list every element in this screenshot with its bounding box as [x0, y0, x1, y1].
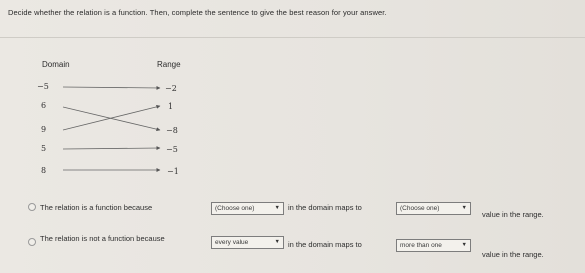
- chevron-down-icon: ▼: [461, 205, 467, 211]
- domain-label: Domain: [42, 60, 70, 69]
- arrow-line: [63, 87, 160, 88]
- chevron-down-icon: ▼: [461, 242, 467, 248]
- range-value: −8: [166, 126, 178, 135]
- range-value: −5: [166, 145, 178, 154]
- domain-value: 8: [41, 166, 47, 175]
- domain-value: 6: [41, 101, 47, 110]
- domain-value: 9: [41, 125, 47, 134]
- range-value: −1: [167, 167, 179, 176]
- dropdown-value: more than one: [400, 242, 442, 249]
- option2-dropdown1[interactable]: [211, 236, 284, 249]
- range-label: Range: [157, 60, 181, 69]
- option2-text-c: value in the range.: [482, 250, 544, 259]
- option1-radio[interactable]: [28, 203, 36, 211]
- chevron-down-icon: ▼: [274, 239, 280, 245]
- range-value: −2: [165, 84, 177, 93]
- option1-dropdown2[interactable]: [396, 202, 471, 215]
- option1-text-a: The relation is a function because: [40, 203, 153, 212]
- arrow-line: [63, 148, 160, 149]
- option2-text-b: in the domain maps to: [288, 240, 362, 249]
- dropdown-value: every value: [215, 239, 249, 246]
- option2-dropdown2[interactable]: [396, 239, 471, 252]
- option1-dropdown1[interactable]: [211, 202, 284, 215]
- domain-value: 5: [41, 144, 47, 153]
- dropdown-value: (Choose one): [215, 205, 255, 212]
- range-value: 1: [168, 102, 174, 111]
- dropdown-value: (Choose one): [400, 205, 440, 212]
- question-instruction: Decide whether the relation is a function. Then, complete the sentence to give the best reason for your answer.: [8, 8, 387, 17]
- option2-text-a: The relation is not a function because: [40, 234, 165, 243]
- option2-radio[interactable]: [28, 238, 36, 246]
- option1-text-c: value in the range.: [482, 210, 544, 219]
- domain-value: −5: [37, 82, 49, 91]
- option1-text-b: in the domain maps to: [288, 203, 362, 212]
- chevron-down-icon: ▼: [274, 205, 280, 211]
